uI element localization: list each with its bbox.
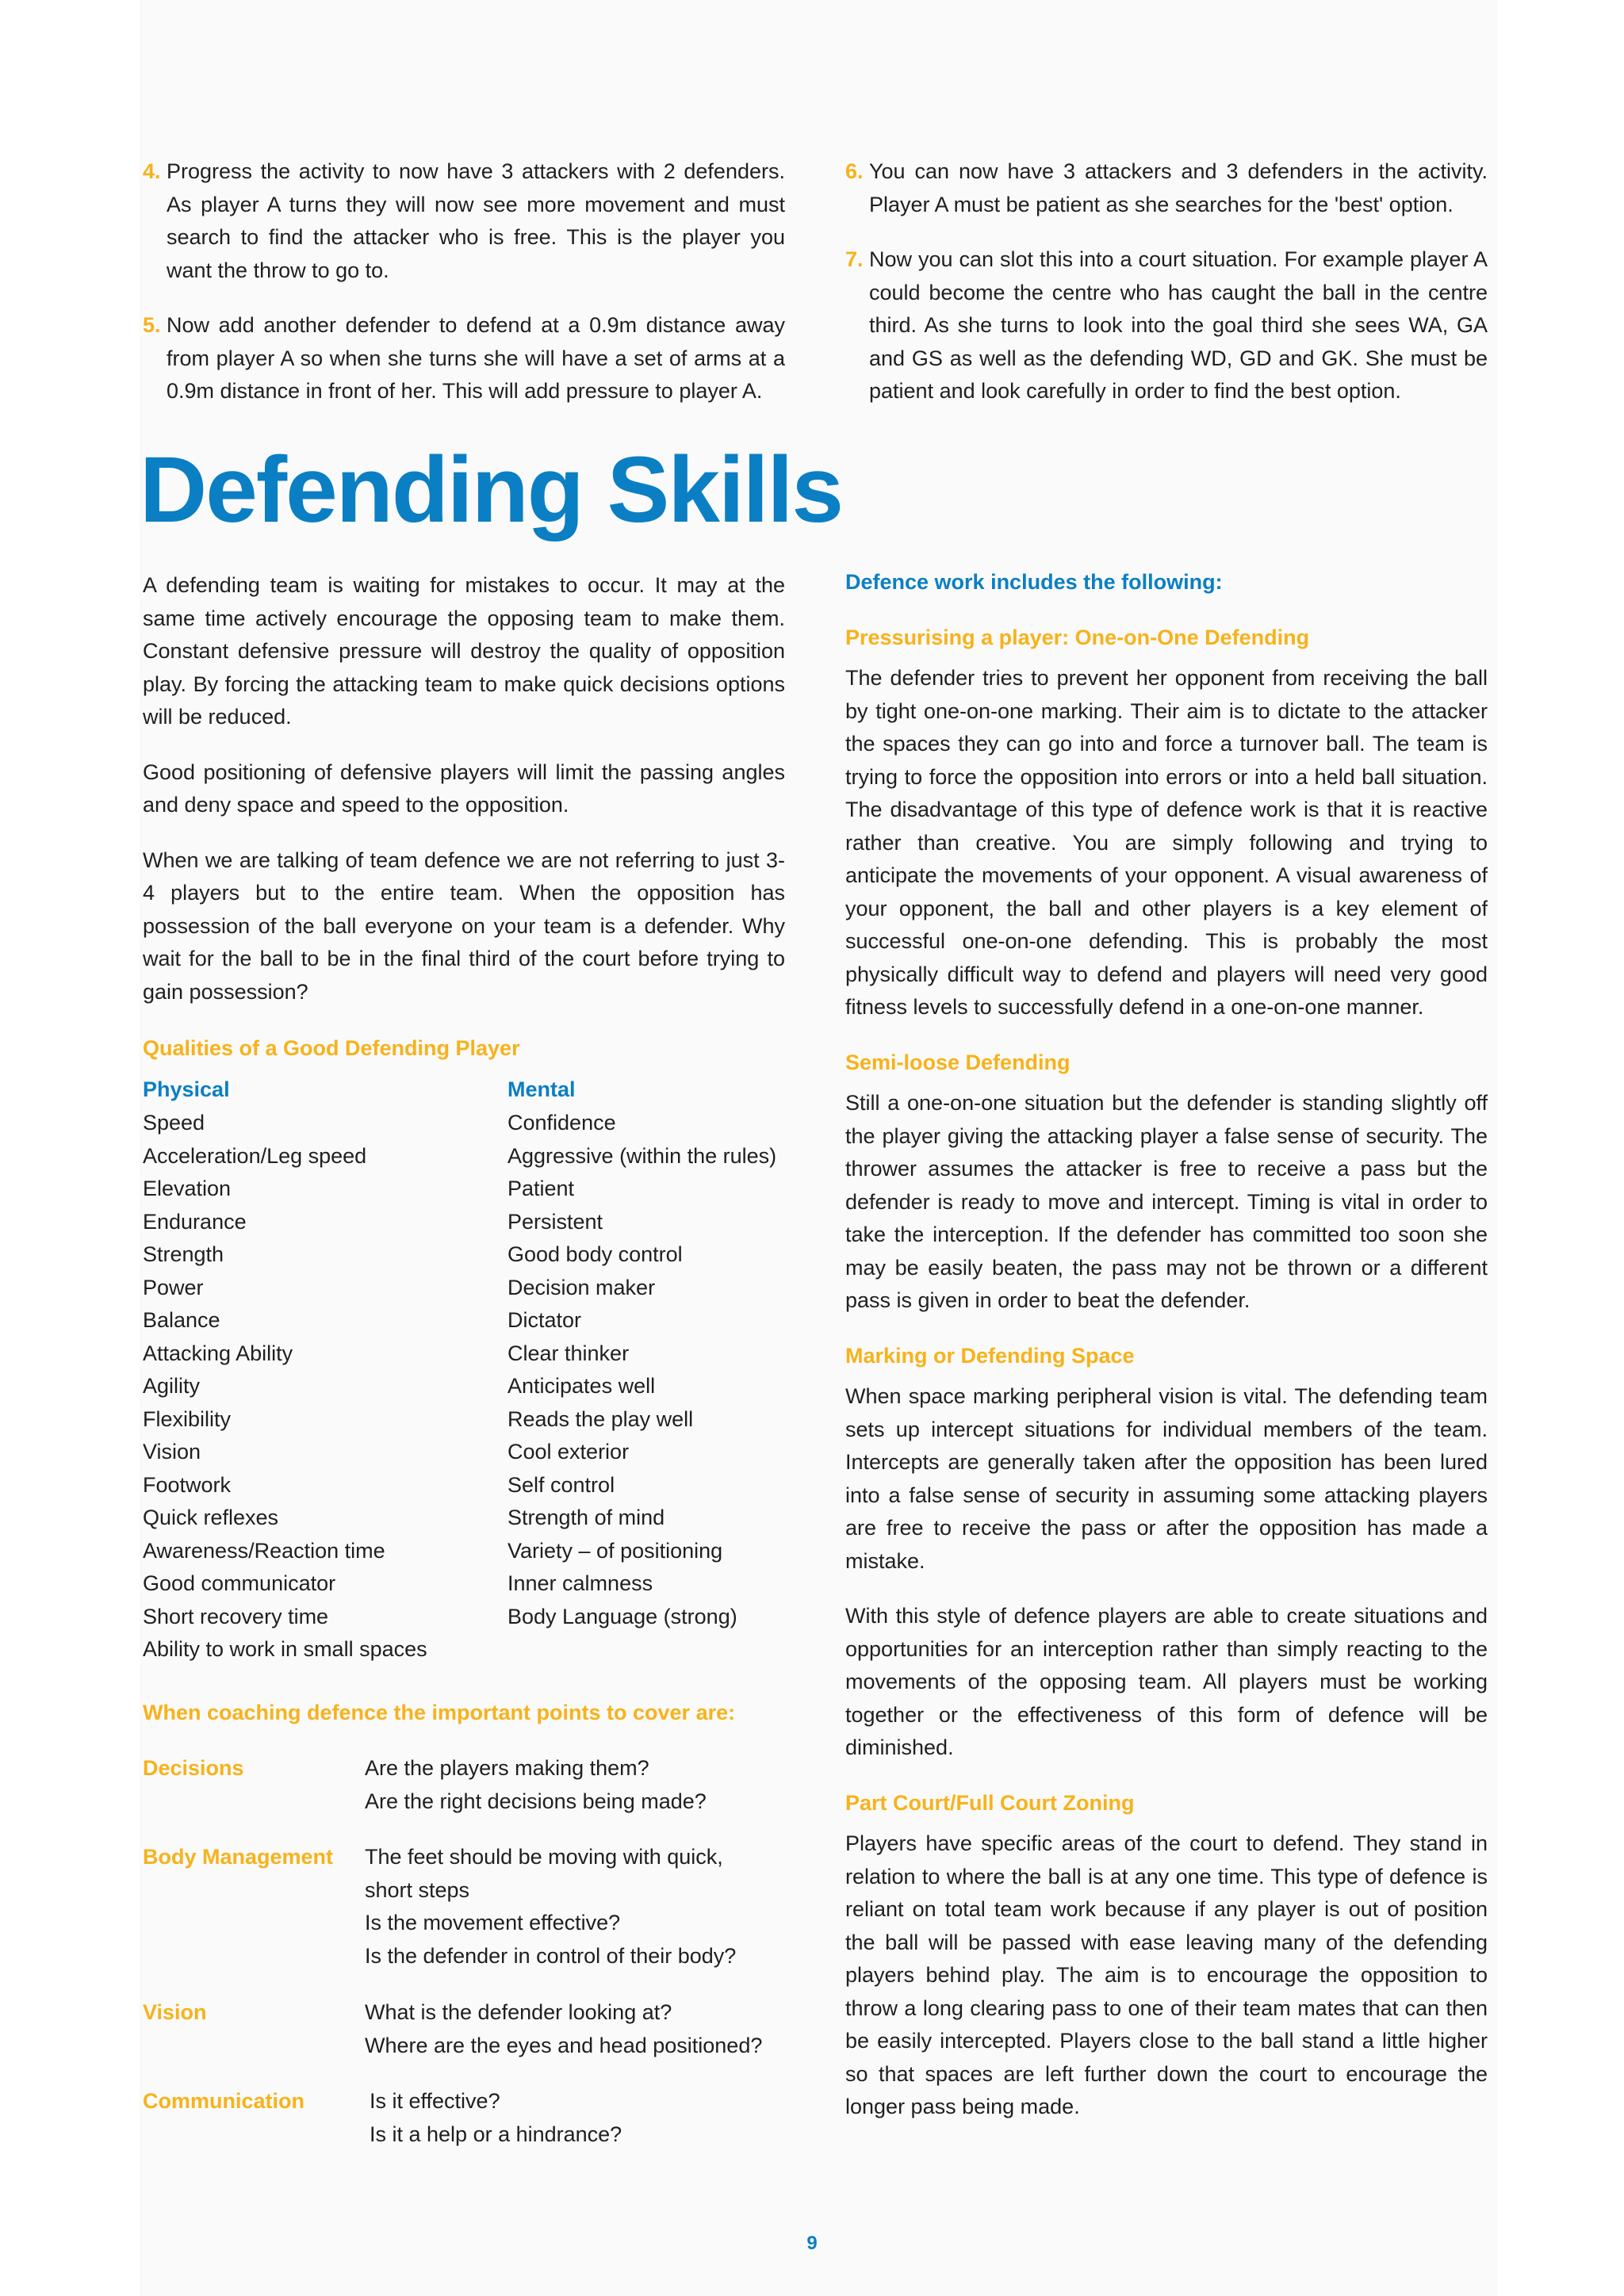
coaching-term: Body Management (143, 1845, 334, 1869)
coaching-line: Is it a help or a hindrance? (370, 2122, 622, 2146)
step-text: Progress the activity to now have 3 attackers with 2 defenders. As player A turns they will now see more movement and must search to find the attacker who is free. This is the player you want the throw to go to. (167, 159, 785, 282)
physical-qualities-list (143, 1107, 427, 1667)
coaching-line: Is the defender in control of their body? (365, 1943, 737, 1968)
quality-item: Strength (143, 1242, 224, 1266)
quality-item: Agility (143, 1374, 201, 1398)
coaching-line: The feet should be moving with quick, (365, 1845, 723, 1869)
body-paragraph: When we are talking of team defence we are not referring to just 3-4 players but to the entire team. When the opposition has possession of the ball everyone on your team is a defender. Why wait for the ball to be in the final third of the court before trying to gain possession? (143, 848, 785, 1004)
coaching-lines (365, 1996, 762, 2062)
quality-item: Endurance (143, 1209, 247, 1234)
coaching-heading: When coaching defence the important points to cover are: (143, 1701, 736, 1724)
quality-item: Flexibility (143, 1406, 232, 1431)
quality-item: Ability to work in small spaces (143, 1637, 427, 1661)
section-heading: Marking or Defending Space (845, 1343, 1135, 1368)
quality-item: Awareness/Reaction time (143, 1538, 385, 1563)
intro-steps-right (845, 155, 1488, 408)
quality-item: Body Language (strong) (508, 1604, 737, 1628)
step-text: Now you can slot this into a court situation. For example player A could become the centre who has caught the ball in the centre third. As she turns to look into the goal third she sees WA, GA and GS as well as the defending WD, GD and GK. She must be patient and look carefully in order to find the best option. (869, 247, 1488, 403)
step-item (143, 155, 785, 287)
quality-item: Self control (508, 1472, 615, 1497)
section-paragraph: Still a one-on-one situation but the defender is standing slightly off the player giving the attacking player a false sense of security. The thrower assumes the attacker is free to receive a pass but the defender is ready to move and intercept. Timing is vital in order to take the interception. If the defender has committed too soon she may be easily beaten, the pass may not be thrown or a different pass is given in order to beat the defender. (845, 1091, 1488, 1312)
defence-work-column (845, 566, 1488, 2124)
quality-item: Reads the play well (508, 1406, 694, 1431)
step-number: 5. (143, 313, 161, 337)
section-paragraph: The defender tries to prevent her opponent from receiving the ball by tight one-on-one marking. Their aim is to dictate to the attacker the spaces they can go into and force a turnover ball. The team is trying to force the opposition into errors or into a held ball situation. The disadvantage of this type of defence work is that it is reactive rather than creative. You are simply following and trying to anticipate the movements of your opponent. A visual awareness of your opponent, the ball and other players is a key element of successful one-on-one defending. This is probably the most physically difficult way to defend and players will need very good fitness levels to successfully defend in a one-on-one manner. (845, 666, 1488, 1019)
quality-item: Patient (508, 1177, 575, 1200)
quality-item: Inner calmness (508, 1571, 653, 1595)
coaching-line: Is the movement effective? (365, 1911, 621, 1934)
step-item (845, 155, 1488, 221)
coaching-term: Decisions (143, 1756, 244, 1780)
quality-item: Speed (143, 1111, 205, 1135)
mental-heading: Mental (508, 1077, 576, 1101)
qualities-heading: Qualities of a Good Defending Player (143, 1036, 520, 1060)
mental-qualities-list (508, 1107, 776, 1633)
section-heading: Part Court/Full Court Zoning (845, 1790, 1135, 1815)
quality-item: Cool exterior (508, 1440, 630, 1464)
coaching-term: Communication (143, 2089, 305, 2113)
quality-item: Footwork (143, 1472, 232, 1497)
intro-steps-left (143, 155, 785, 408)
step-item (845, 243, 1488, 408)
coaching-line: Are the right decisions being made? (365, 1789, 707, 1813)
step-item (143, 309, 785, 408)
coaching-line: Are the players making them? (365, 1756, 649, 1780)
qualities-heading-block (143, 1032, 785, 1066)
quality-item: Good body control (508, 1242, 683, 1266)
intro-paragraphs (143, 569, 785, 1008)
quality-item: Aggressive (within the rules) (508, 1143, 777, 1168)
quality-item: Decision maker (508, 1275, 656, 1299)
coaching-lines (370, 2085, 622, 2151)
step-number: 6. (845, 159, 864, 183)
quality-item: Good communicator (143, 1571, 336, 1595)
step-number: 7. (845, 247, 864, 271)
quality-item: Power (143, 1275, 204, 1299)
coaching-line: short steps (365, 1877, 470, 1902)
step-text: You can now have 3 attackers and 3 defenders in the activity. Player A must be patient as she searches for the 'best' option. (869, 159, 1488, 216)
quality-item: Anticipates well (508, 1374, 656, 1398)
coaching-lines (365, 1752, 707, 1818)
section-paragraph: Players have specific areas of the court to defend. They stand in relation to where the ball is at any one time. This type of defence is reliant on total team work because if any player is out of position the ball will be passed with ease leaving many of the defending players behind play. The aim is to encourage the opposition to throw a long clearing pass to one of their team mates that can then be easily intercepted. Players close to the ball stand a little higher so that spaces are left further down the court to encourage the longer pass being made. (845, 1831, 1488, 2118)
section-heading: Pressurising a player: One-on-One Defending (845, 625, 1310, 649)
quality-item: Balance (143, 1308, 220, 1332)
quality-item: Strength of mind (508, 1506, 665, 1529)
section-paragraph: When space marking peripheral vision is vital. The defending team sets up intercept situations for individual members of the team. Intercepts are generally taken after the opposition has been lured into a false sense of security in assuming some attacking players are free to receive the pass or after the opposition has made a mistake. (845, 1384, 1488, 1573)
defence-work-heading: Defence work includes the following: (845, 570, 1223, 594)
quality-item: Variety – of positioning (508, 1538, 723, 1563)
step-text: Now add another defender to defend at a 0.9m distance away from player A so when she turns she will have a set of arms at a 0.9m distance in front of her. This will add pressure to player A. (167, 313, 785, 403)
page-number: 9 (806, 2233, 818, 2254)
quality-item: Elevation (143, 1177, 232, 1200)
quality-item: Acceleration/Leg speed (143, 1143, 367, 1168)
section-heading: Semi-loose Defending (845, 1050, 1071, 1074)
quality-item: Dictator (508, 1308, 582, 1332)
quality-item: Vision (143, 1440, 201, 1464)
coaching-term: Vision (143, 2000, 207, 2024)
quality-item: Persistent (508, 1209, 603, 1234)
step-number: 4. (143, 159, 161, 183)
page-title: Defending Skills (140, 438, 842, 542)
quality-item: Confidence (508, 1111, 616, 1135)
coaching-lines (365, 1841, 736, 1973)
physical-heading: Physical (143, 1077, 230, 1101)
body-paragraph: Good positioning of defensive players will limit the passing angles and deny space and speed to the opposition. (143, 760, 785, 817)
coaching-line: What is the defender looking at? (365, 2000, 672, 2024)
quality-item: Quick reflexes (143, 1506, 279, 1529)
coaching-line: Is it effective? (370, 2089, 500, 2113)
quality-item: Clear thinker (508, 1341, 630, 1365)
quality-item: Short recovery time (143, 1604, 329, 1628)
quality-item: Attacking Ability (143, 1341, 293, 1365)
section-paragraph: With this style of defence players are able to create situations and opportunities for an interception rather than simply reacting to the movements of the opposing team. All players must be working together or the effectiveness of this form of defence will be diminished. (845, 1604, 1488, 1759)
coaching-line: Where are the eyes and head positioned? (365, 2033, 763, 2057)
body-paragraph: A defending team is waiting for mistakes to occur. It may at the same time actively encourage the opposing team to make them. Constant defensive pressure will destroy the quality of opposition play. By forcing the attacking team to make quick decisions options will be reduced. (143, 573, 785, 729)
